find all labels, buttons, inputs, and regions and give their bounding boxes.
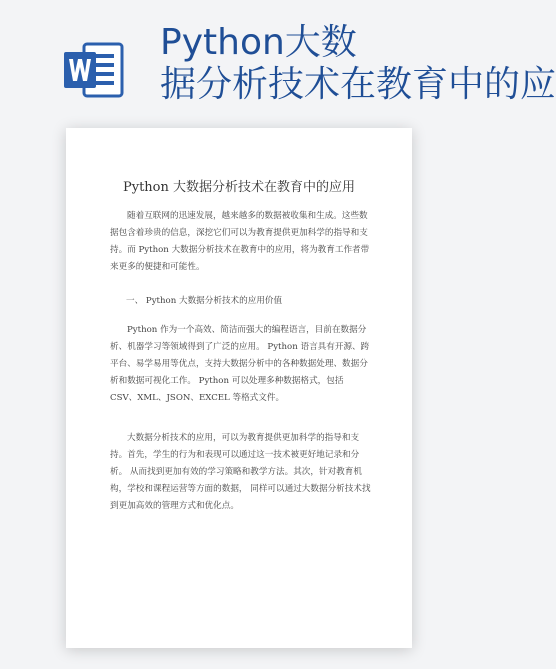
paragraph-python-text: Python 作为一个高效、简洁而强大的编程语言，目前在数据分析、机器学习等领域得到了广泛的应用。 Python 语言具有开源、跨平台、易学易用等优点，支持大数据分析中的各种数据处理、数据分析和数据可视化工作。 Python 可以处理多种数据格式，包括 CSV、XML、JSON、EXCEL 等格式文件。: [110, 325, 370, 403]
paragraph-intro: [110, 208, 372, 276]
paragraph-application: [110, 430, 372, 515]
paragraph-intro-text: 随着互联网的迅速发展，越来越多的数据被收集和生成。这些数据包含着珍贵的信息，深挖它们可以为教育提供更加科学的指导和支持。而 Python 大数据分析技术在教育中的应用，将为教育工作者带来更多的便捷和可能性。: [110, 211, 370, 272]
header-banner: [0, 0, 556, 140]
banner-title-line1: Python大数: [160, 22, 357, 63]
banner-title-line2: 据分析技术在教育中的应: [160, 64, 556, 105]
paragraph-application-text: 大数据分析技术的应用，可以为教育提供更加科学的指导和支持。首先，学生的行为和表现可以通过这一技术被更好地记录和分析。 从而找到更加有效的学习策略和教学方法。其次，针对教育机构，学校和课程运营等方面的数据， 同样可以通过大数据分析技术找到更加高效的管理方式和优化点。: [110, 433, 371, 511]
word-document-icon: [62, 38, 126, 102]
document-page: [66, 128, 412, 648]
banner-title: [160, 22, 556, 106]
section-heading: 一、 Python 大数据分析技术的应用价值: [126, 296, 283, 306]
paragraph-python: [110, 322, 372, 407]
document-title: Python 大数据分析技术在教育中的应用: [122, 180, 356, 195]
